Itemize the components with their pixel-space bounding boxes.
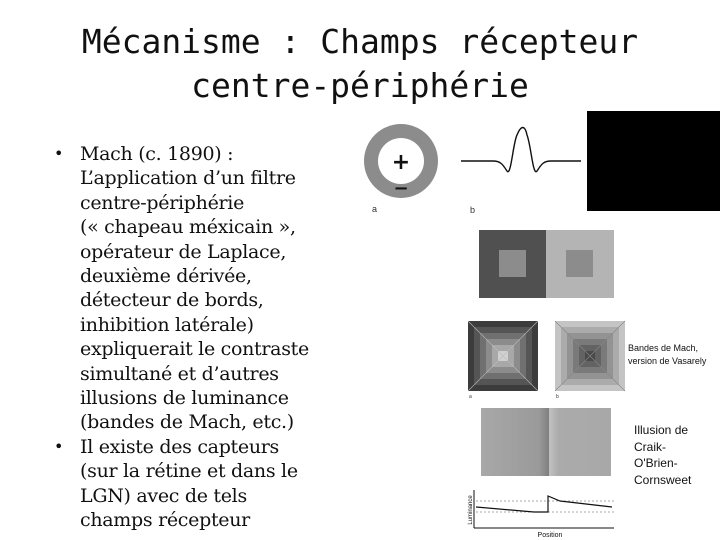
vasarely-mach-bands-figure — [465, 318, 630, 400]
inner-square-left — [499, 250, 526, 277]
bullet-text — [80, 435, 362, 533]
surround-minus-sign: − — [393, 178, 409, 199]
bullet-line: (« chapeau méxicain », — [80, 216, 296, 239]
bullet-line: Mach (c. 1890) : — [80, 143, 234, 165]
cornsweet-right-panel — [549, 408, 611, 476]
bullet-line: champs récepteur — [80, 509, 250, 532]
mach-bands-caption-line-2: version de Vasarely — [628, 356, 707, 366]
slide-title-line-1: Mécanisme : Champs récepteur — [81, 22, 639, 61]
bullet-line: détecteur de bords, — [80, 289, 264, 312]
bullet-line: (sur la rétine et dans le — [80, 460, 298, 483]
center-plus-sign: + — [391, 150, 411, 175]
cornsweet-caption-line: Craik- — [634, 439, 666, 454]
profile-curve — [461, 128, 581, 172]
cornsweet-x-label: Position — [537, 532, 563, 539]
bullet-list — [52, 142, 362, 533]
bullet-item-mach — [52, 142, 362, 435]
bullet-text — [80, 142, 362, 435]
cornsweet-caption-line: O'Brien- — [634, 456, 678, 470]
cornsweet-y-label: Luminance — [468, 495, 474, 525]
bullet-line: deuxième dérivée, — [80, 265, 252, 288]
concentric-squares-b — [555, 321, 625, 391]
inner-square-right — [566, 250, 593, 277]
bullet-line: expliquerait le contraste — [80, 338, 309, 361]
mach-bands-caption-line-1: Bandes de Mach, — [628, 343, 699, 353]
bullet-line: opérateur de Laplace, — [80, 240, 287, 263]
bullet-dot-icon: • — [54, 436, 64, 456]
figure-label-b: b — [470, 205, 476, 215]
cornsweet-caption-line: Cornsweet — [634, 472, 692, 487]
black-block — [587, 111, 720, 211]
bullet-line: L’application d’un filtre — [80, 167, 296, 190]
bullet-line: inhibition latérale) — [80, 313, 254, 336]
cornsweet-caption — [634, 422, 691, 488]
bullet-dot-icon: • — [54, 144, 64, 163]
bullet-line: illusions de luminance — [80, 387, 289, 410]
receptive-field-diagram — [360, 118, 450, 218]
cornsweet-left-panel — [481, 408, 549, 476]
mach-bands-caption — [628, 342, 706, 368]
slide-title-line-2: centre-périphérie — [191, 66, 529, 105]
cornsweet-luminance-profile — [476, 496, 612, 512]
cornsweet-caption-line: Illusion de — [634, 423, 689, 437]
cornsweet-illusion-figure — [464, 404, 624, 540]
bullet-line: simultané et d’autres — [80, 362, 279, 385]
bullet-line: (bandes de Mach, etc.) — [80, 411, 294, 434]
vasarely-label-b: b — [556, 394, 559, 400]
bullet-line: LGN) avec de tels — [80, 484, 247, 507]
simultaneous-contrast-figure — [479, 230, 614, 298]
figure-label-a: a — [372, 204, 378, 214]
mexican-hat-profile — [455, 125, 585, 217]
slide-title — [0, 20, 720, 108]
bullet-line: Il existe des capteurs — [80, 435, 280, 458]
vasarely-label-a: a — [469, 394, 472, 400]
concentric-squares-a — [468, 321, 538, 391]
bullet-line: centre-périphérie — [80, 191, 245, 214]
bullet-item-capteurs — [52, 435, 362, 533]
